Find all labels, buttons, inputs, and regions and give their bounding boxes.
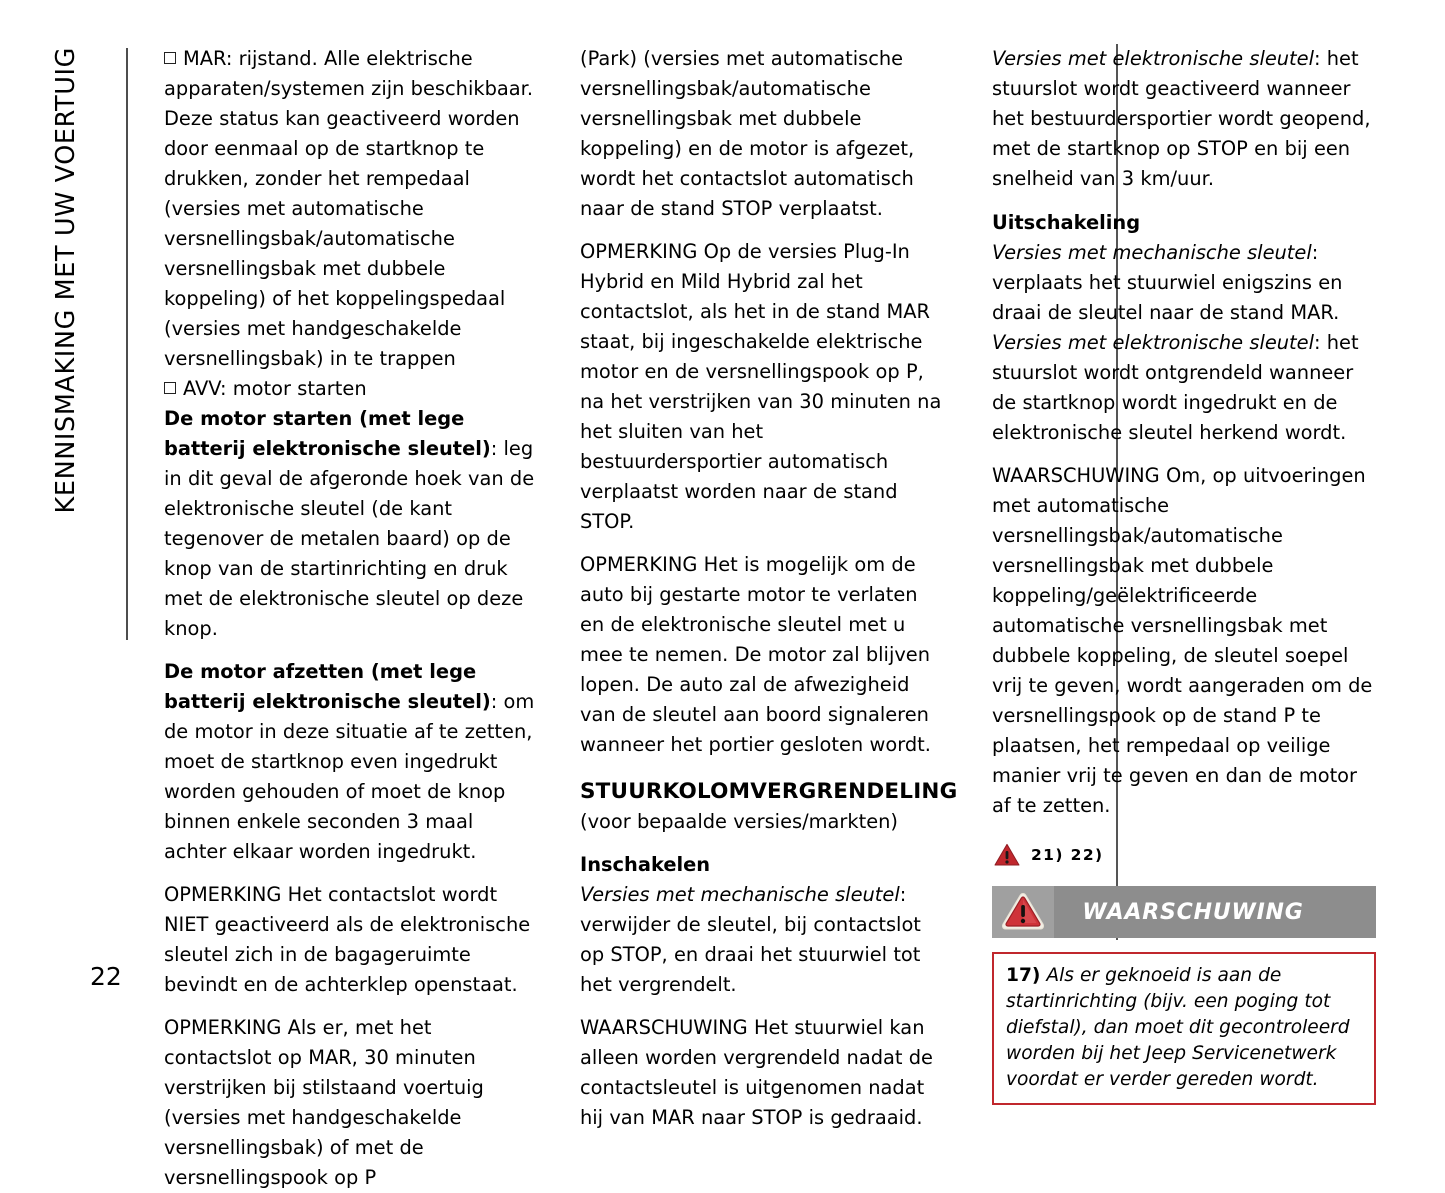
paragraph-electronic-key-disengage-body: : het stuurslot wordt ontgrendeld wanneer de startknop wordt ingedrukt en de elektronische sleutel herkend wordt. <box>992 331 1359 444</box>
note-leave-car-running: OPMERKING Het is mogelijk om de auto bij gestarte motor te verlaten en de elektronische sleutel met u mee te nemen. De motor zal blijven lopen. De auto zal de afwezigheid van de sleutel aan boord signaleren wanneer het portier gesloten wordt. <box>580 553 931 756</box>
note-ignition-not-activated: OPMERKING Het contactslot wordt NIET geactiveerd als de elektronische sleutel zich in de bagageruimte bevindt en de achterklep openstaat. <box>164 883 531 996</box>
paragraph-electronic-key-engage-body: : het stuurslot wordt geactiveerd wanneer het bestuurdersportier wordt geopend, met de startknop op STOP en bij een snelheid van 3 km/uur. <box>992 47 1371 190</box>
warning-note-paragraph <box>1006 963 1364 1093</box>
subheading-inschakelen: Inschakelen <box>580 853 711 876</box>
paragraph-electronic-key-engage-lead: Versies met elektronische sleutel <box>992 47 1314 70</box>
column-left <box>164 44 558 1189</box>
square-bullet-icon <box>164 382 176 394</box>
bullet-item-avv-text: AVV: motor starten <box>183 377 367 400</box>
warning-reference-numbers: 21) 22) <box>1031 845 1104 864</box>
note-30-minutes: OPMERKING Als er, met het contactslot op MAR, 30 minuten verstrijken bij stilstaand voertuig (versies met handgeschakelde versnellingsbak) of met de versnellingspook op P <box>164 1016 484 1189</box>
column-right <box>970 44 1376 1090</box>
paragraph-mechanical-key-engage-body: : verwijder de sleutel, bij contactslot op STOP, en draai het stuurwiel tot het vergrendelt. <box>580 883 921 996</box>
paragraph-mechanical-key-disengage-body: : verplaats het stuurwiel enigszins en draai de sleutel naar de stand MAR. <box>992 241 1343 324</box>
paragraph-engine-start-body: : leg in dit geval de afgeronde hoek van de elektronische sleutel (de kant tegenover de metalen baard) op de knop van de startinrichting en druk met de elektronische sleutel op deze knop. <box>164 437 535 640</box>
paragraph-electronic-key-disengage <box>992 328 1376 448</box>
warning-banner <box>992 886 1376 938</box>
paragraph-engine-stop-body: : om de motor in deze situatie af te zetten, moet de startknop even ingedrukt worden gehouden of moet de knop binnen enkele seconden 3 maal achter elkaar worden ingedrukt. <box>164 690 535 863</box>
section-heading-steering-lock: STUURKOLOMVERGRENDELING <box>580 779 958 804</box>
page-number: 22 <box>90 962 122 991</box>
warning-reference-line <box>992 841 1376 868</box>
warning-banner-title: WAARSCHUWING <box>1082 899 1304 925</box>
warning-steering-wheel-lock: WAARSCHUWING Het stuurwiel kan alleen worden vergrendeld nadat de contactsleutel is uitgenomen nadat hij van MAR naar STOP is gedraaid. <box>580 1016 933 1129</box>
bullet-item-mar-text: MAR: rijstand. Alle elektrische apparaten/systemen zijn beschikbaar. Deze status kan geactiveerd worden door eenmaal op de startknop te drukken, zonder het rempedaal (versies met automatische versnellingsbak/automatische versnellingsbak met dubbele koppeling) of het koppelingspedaal (versies met handgeschakelde versnellingsbak) in te trappen <box>164 47 534 370</box>
paragraph-mechanical-key-engage-lead: Versies met mechanische sleutel <box>580 883 900 906</box>
content-columns <box>164 44 1376 1189</box>
paragraph-mechanical-key-disengage-lead: Versies met mechanische sleutel <box>992 241 1312 264</box>
paragraph-electronic-key-disengage-lead: Versies met elektronische sleutel <box>992 331 1314 354</box>
chapter-tab <box>0 40 128 640</box>
paragraph-engine-start-lead: De motor starten (met lege batterij elektronische sleutel) <box>164 407 491 460</box>
paragraph-engine-stop <box>164 657 536 867</box>
chapter-rule <box>126 48 128 640</box>
warning-note-reference: 17) <box>1006 965 1041 986</box>
chapter-title-vertical: KENNISMAKING MET UW VOERTUIG <box>51 47 81 514</box>
bullet-item-mar <box>164 44 536 374</box>
paragraph-engine-start <box>164 404 536 644</box>
bullet-item-avv <box>164 374 536 404</box>
paragraph-mechanical-key-disengage <box>992 238 1376 328</box>
square-bullet-icon <box>164 52 176 64</box>
warning-release-key-smoothly: WAARSCHUWING Om, op uitvoeringen met automatische versnellingsbak/automatische versnellingsbak met dubbele koppeling/geëlektrificeerde automatische versnellingsbak met dubbele koppeling, de sleutel soepel vrij te geven, wordt aangeraden om de versnellingspook op de stand P te plaatsen, het rempedaal op veilige manier vrij te geven en dan de motor af te zetten. <box>992 464 1373 817</box>
note-plugin-hybrid: OPMERKING Op de versies Plug-In Hybrid en Mild Hybrid zal het contactslot, als het in de stand MAR staat, bij ingeschakelde elektrische motor en de versnellingspook op P, na het verstrijken van 30 minuten na het sluiten van het bestuurdersportier automatisch verplaatst worden naar de stand STOP. <box>580 240 942 533</box>
section-subtitle-steering-lock: (voor bepaalde versies/markten) <box>580 810 898 833</box>
paragraph-park-continuation: (Park) (versies met automatische versnellingsbak/automatische versnellingsbak met dubbele koppeling) en de motor is afgezet, wordt het contactslot automatisch naar de stand STOP verplaatst. <box>580 47 915 220</box>
subheading-uitschakeling: Uitschakeling <box>992 211 1141 234</box>
paragraph-engine-stop-lead: De motor afzetten (met lege batterij elektronische sleutel) <box>164 660 491 713</box>
paragraph-electronic-key-engage <box>992 44 1376 194</box>
warning-note-text: Als er geknoeid is aan de startinrichting (bijv. een poging tot diefstal), dan moet dit gecontroleerd worden bij het Jeep Servicenetwerk voordat er verder gereden wordt. <box>1006 965 1350 1090</box>
paragraph-mechanical-key-engage <box>580 880 948 1000</box>
column-middle <box>558 44 970 1129</box>
warning-banner-icon-box <box>992 886 1054 938</box>
warning-triangle-icon <box>992 841 1022 868</box>
warning-note-box <box>992 952 1376 1105</box>
warning-triangle-icon <box>1001 892 1045 932</box>
